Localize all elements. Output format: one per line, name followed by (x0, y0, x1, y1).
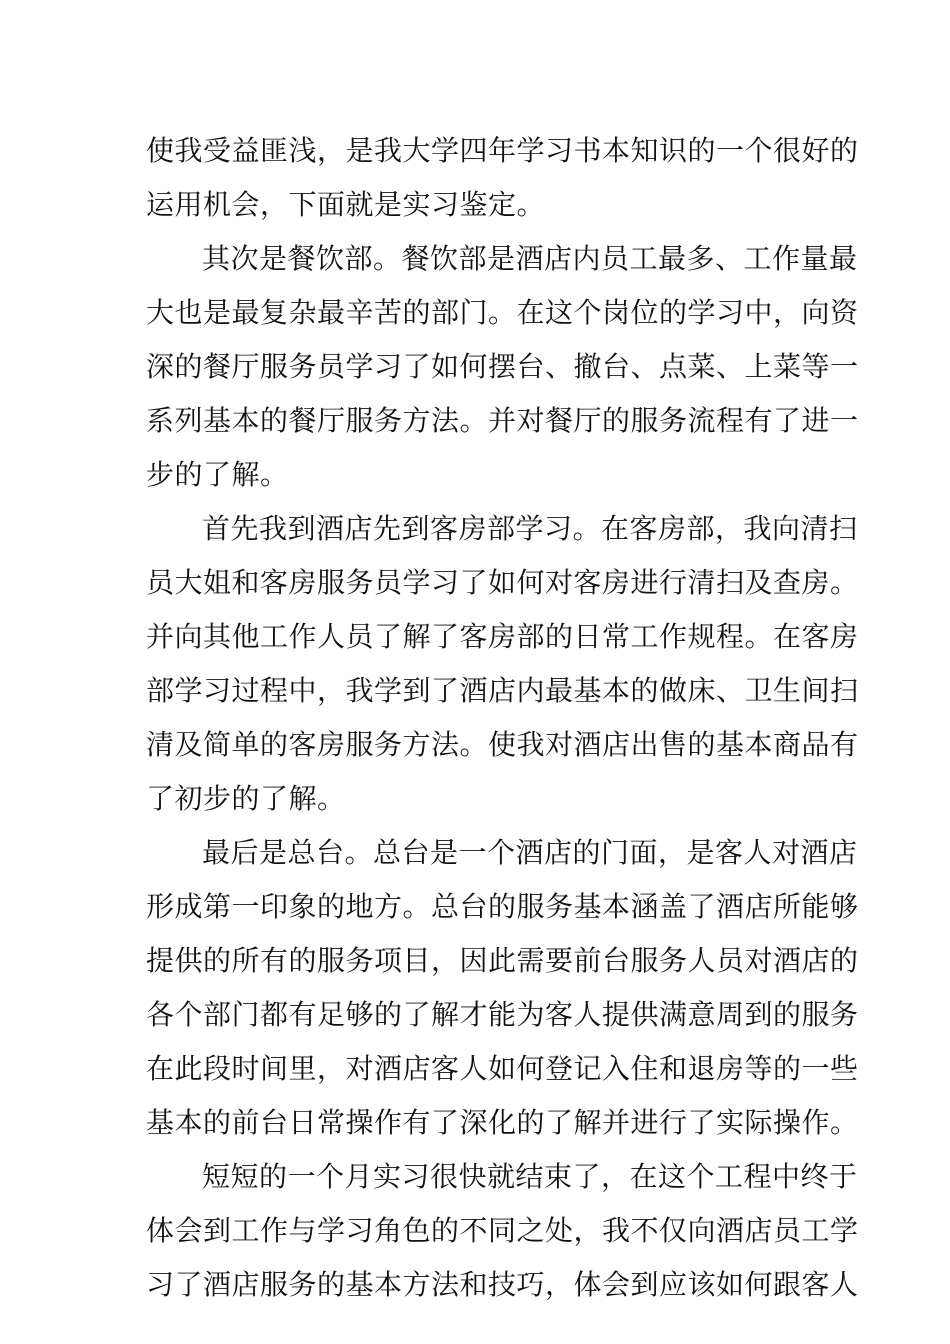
text-line: 在此段时间里，对酒店客人如何登记入住和退房等的一些 (146, 1052, 859, 1085)
paragraph-start-line: 最后是总台。总台是一个酒店的门面，是客人对酒店 (202, 836, 858, 869)
text-line: 使我受益匪浅，是我大学四年学习书本知识的一个很好的 (146, 134, 859, 167)
text-line: 大也是最复杂最辛苦的部门。在这个岗位的学习中，向资 (146, 296, 859, 329)
text-line: 习了酒店服务的基本方法和技巧，体会到应该如何跟客人 (146, 1268, 859, 1301)
paragraph-start-line: 首先我到酒店先到客房部学习。在客房部，我向清扫 (202, 512, 858, 545)
body-text (146, 124, 859, 1312)
text-line: 了初步的了解。 (146, 782, 346, 815)
text-line: 并向其他工作人员了解了客房部的日常工作规程。在客房 (146, 620, 859, 653)
text-line: 清及简单的客房服务方法。使我对酒店出售的基本商品有 (146, 728, 859, 761)
text-line: 各个部门都有足够的了解才能为客人提供满意周到的服务 (146, 998, 859, 1031)
text-line: 步的了解。 (146, 458, 289, 491)
text-line: 系列基本的餐厅服务方法。并对餐厅的服务流程有了进一 (146, 404, 859, 437)
text-line: 运用机会，下面就是实习鉴定。 (146, 188, 546, 221)
paragraph-start-line: 其次是餐饮部。餐饮部是酒店内员工最多、工作量最 (202, 242, 858, 275)
text-line: 形成第一印象的地方。总台的服务基本涵盖了酒店所能够 (146, 890, 859, 923)
paragraph-start-line: 短短的一个月实习很快就结束了，在这个工程中终于 (202, 1160, 858, 1193)
text-line: 提供的所有的服务项目，因此需要前台服务人员对酒店的 (146, 944, 859, 977)
text-line: 体会到工作与学习角色的不同之处，我不仅向酒店员工学 (146, 1214, 859, 1247)
text-line: 员大姐和客房服务员学习了如何对客房进行清扫及查房。 (146, 566, 859, 599)
text-line: 深的餐厅服务员学习了如何摆台、撤台、点菜、上菜等一 (146, 350, 859, 383)
text-line: 部学习过程中，我学到了酒店内最基本的做床、卫生间扫 (146, 674, 859, 707)
text-line: 基本的前台日常操作有了深化的了解并进行了实际操作。 (146, 1106, 859, 1139)
